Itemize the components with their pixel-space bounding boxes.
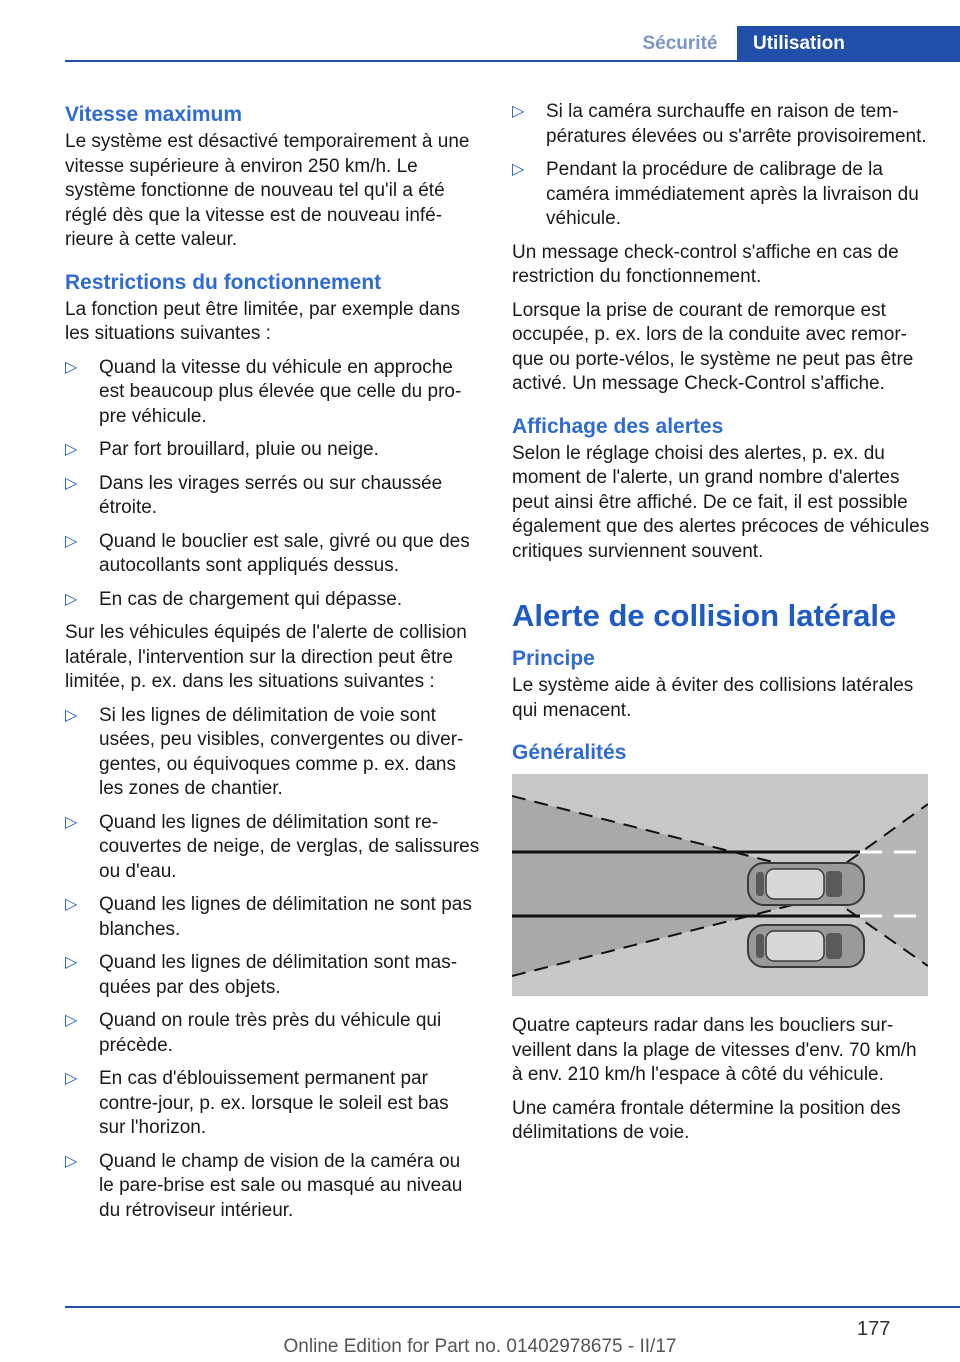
triangle-bullet-icon: ▷ [65,813,78,831]
right-column [512,100,930,1146]
car-icon [748,863,864,905]
list-item: ▷ En cas de chargement qui dépasse. [65,588,480,613]
header-tab-utilisation-label: Utilisation [753,33,845,54]
header-divider [65,60,960,62]
triangle-bullet-icon: ▷ [512,161,525,178]
triangle-bullet-icon: ▷ [65,532,78,550]
steering-list [65,704,480,1224]
section-title-principe: Principe [512,647,595,670]
list-item: ▷ En cas d'éblouissement permanent par contre-jour, p. ex. lorsque le soleil est bas sur l'horizon. [65,1068,449,1138]
triangle-bullet-icon: ▷ [65,1012,78,1029]
lane-detection-illustration [512,774,928,996]
page-number: 177 [857,1318,891,1340]
radar-paragraph: Quatre capteurs radar dans les boucliers surveillent dans la plage de vitesses d'env. 70 km/h à env. 210 km/h l'espace à côté du véhicule. [512,1015,917,1085]
list-item: ▷ Quand on roule très près du véhicule qui précède. [65,1010,442,1056]
section-title-generalites: Généralités [512,741,627,764]
left-column [65,100,480,1232]
triangle-bullet-icon: ▷ [65,954,78,971]
triangle-bullet-icon: ▷ [65,358,78,376]
header-tab-utilisation[interactable] [737,26,960,62]
principe-paragraph: Le système aide à éviter des collisions latérales qui menacent. [512,675,914,721]
affichage-paragraph: Selon le réglage choisi des alertes, p. ex. du moment de l'alerte, un grand nombre d'alertes peut ainsi être affiché. De ce fait, il est possible également que des alertes précoces de véhicules critiques surviennent souvent. [512,442,930,562]
camera-list [512,100,930,232]
restrictions-intro: La fonction peut être limitée, par exemple dans les situations suivantes : [65,298,461,344]
list-item: ▷ Dans les virages serrés ou sur chaussée étroite. [65,472,443,518]
section-title-vitesse: Vitesse maximum [65,103,243,126]
triangle-bullet-icon: ▷ [65,590,78,608]
checkcontrol-paragraph: Un message check-control s'affiche en cas de restriction du fonctionnement. [512,241,899,287]
list-item: ▷ Quand les lignes de délimitation sont masquées par des objets. [65,952,458,998]
header-tab-securite-label: Sécurité [642,33,718,54]
triangle-bullet-icon: ▷ [65,1152,78,1170]
header-tab-securite[interactable] [624,26,736,62]
list-item: ▷ Pendant la procédure de calibrage de la caméra immédiatement après la livraison du véhicule. [512,159,919,229]
triangle-bullet-icon: ▷ [65,441,78,458]
edition-footer: Online Edition for Part no. 01402978675 - II/17 [283,1336,677,1357]
list-item: ▷ Quand le champ de vision de la caméra ou le pare-brise est sale ou masqué au niveau du rétroviseur intérieur. [65,1150,463,1221]
triangle-bullet-icon: ▷ [65,896,78,913]
triangle-bullet-icon: ▷ [65,706,78,724]
trailer-paragraph: Lorsque la prise de courant de remorque est occupée, p. ex. lors de la conduite avec remorque ou porte-vélos, le système ne peut pas être activé. Un message Check-Control s'affiche. [512,299,914,394]
list-item: ▷ Si les lignes de délimitation de voie sont usées, peu visibles, convergentes ou divergentes, ou équivoques comme p. ex. dans les zones de chantier. [65,704,464,799]
list-item: ▷ Quand la vitesse du véhicule en approche est beaucoup plus élevée que celle du propre véhicule. [65,356,462,427]
list-item: ▷ Quand le bouclier est sale, givré ou que des autocollants sont appliqués dessus. [65,530,470,576]
footer-divider [65,1306,960,1308]
list-item: ▷ Par fort brouillard, pluie ou neige. [65,438,480,463]
section-title-affichage: Affichage des alertes [512,414,724,438]
triangle-bullet-icon: ▷ [65,1070,78,1087]
section-title-restrictions: Restrictions du fonctionnement [65,270,382,294]
car-icon [748,925,864,967]
page-header [0,0,960,62]
chapter-title: Alerte de collision latérale [512,598,897,633]
list-item: ▷ Quand les lignes de délimitation ne sont pas blanches. [65,894,472,940]
restrictions-list [65,356,480,613]
list-item: ▷ Si la caméra surchauffe en raison de températures élevées ou s'arrête provisoirement. [512,101,927,147]
triangle-bullet-icon: ▷ [512,103,525,120]
camera-paragraph: Une caméra frontale détermine la position des délimitations de voie. [512,1097,901,1143]
triangle-bullet-icon: ▷ [65,474,78,492]
list-item: ▷ Quand les lignes de délimitation sont recouvertes de neige, de verglas, de salissures ou d'eau. [65,811,480,882]
vitesse-paragraph: Le système est désactivé temporairement à une vitesse supérieure à environ 250 km/h. Le système fonctionne de nouveau tel qu'il a été réglé dès que la vitesse est de nouveau inférieure à cette valeur. [65,131,470,250]
steering-intro: Sur les véhicules équipés de l'alerte de collision latérale, l'intervention sur la direction peut être limitée, p. ex. dans les situations suivantes : [65,622,467,692]
